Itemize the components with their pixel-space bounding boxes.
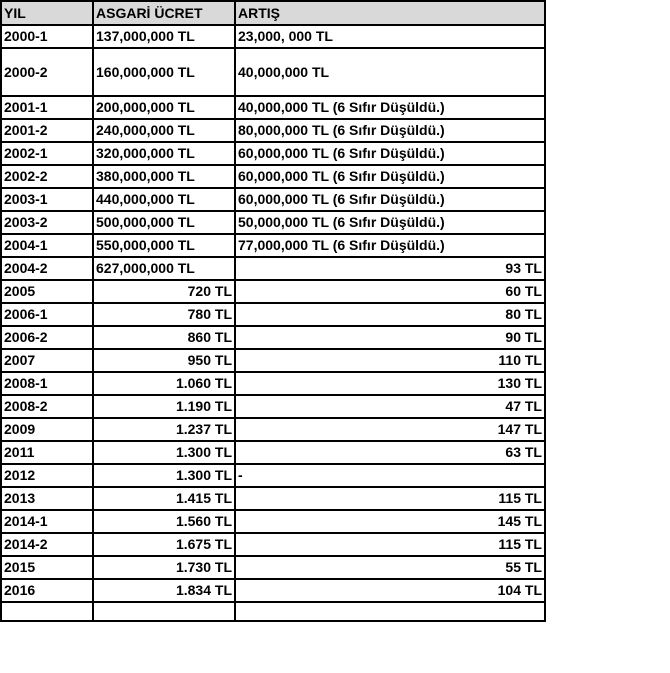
table-row: [1, 556, 545, 579]
cell-year: 2006-1: [1, 303, 93, 326]
table-row: [1, 441, 545, 464]
cell-increase: 104 TL: [235, 579, 545, 602]
table-row: [1, 165, 545, 188]
cell-increase: 40,000,000 TL (6 Sıfır Düşüldü.): [235, 96, 545, 119]
cell-year: 2008-2: [1, 395, 93, 418]
cell-minimum-wage: 1.730 TL: [93, 556, 235, 579]
cell-increase: 60,000,000 TL (6 Sıfır Düşüldü.): [235, 165, 545, 188]
table-row: [1, 234, 545, 257]
cell-minimum-wage: 200,000,000 TL: [93, 96, 235, 119]
header-row: [1, 1, 545, 25]
cell-increase: 110 TL: [235, 349, 545, 372]
header-increase: ARTIŞ: [235, 1, 545, 25]
cell-year: 2008-1: [1, 372, 93, 395]
empty-cell: [1, 602, 93, 621]
cell-year: 2016: [1, 579, 93, 602]
header-minimum-wage: ASGARİ ÜCRET: [93, 1, 235, 25]
cell-year: 2004-1: [1, 234, 93, 257]
cell-minimum-wage: 1.190 TL: [93, 395, 235, 418]
table-row: [1, 119, 545, 142]
table-row: [1, 142, 545, 165]
table-row: [1, 211, 545, 234]
cell-minimum-wage: 160,000,000 TL: [93, 48, 235, 96]
cell-minimum-wage: 240,000,000 TL: [93, 119, 235, 142]
cell-minimum-wage: 950 TL: [93, 349, 235, 372]
cell-year: 2012: [1, 464, 93, 487]
cell-year: 2002-1: [1, 142, 93, 165]
cell-increase: 147 TL: [235, 418, 545, 441]
table-row: [1, 188, 545, 211]
table-body: [1, 25, 545, 621]
cell-year: 2000-1: [1, 25, 93, 48]
table-row: [1, 280, 545, 303]
table-row: [1, 418, 545, 441]
cell-year: 2003-2: [1, 211, 93, 234]
cell-increase: 60 TL: [235, 280, 545, 303]
cell-minimum-wage: 860 TL: [93, 326, 235, 349]
cell-year: 2015: [1, 556, 93, 579]
cell-year: 2011: [1, 441, 93, 464]
cell-increase: 40,000,000 TL: [235, 48, 545, 96]
table-row: [1, 533, 545, 556]
cell-minimum-wage: 780 TL: [93, 303, 235, 326]
empty-row: [1, 602, 545, 621]
cell-increase: 47 TL: [235, 395, 545, 418]
table-row: [1, 326, 545, 349]
cell-increase: 145 TL: [235, 510, 545, 533]
cell-year: 2001-1: [1, 96, 93, 119]
cell-year: 2000-2: [1, 48, 93, 96]
cell-increase: 93 TL: [235, 257, 545, 280]
cell-year: 2013: [1, 487, 93, 510]
cell-minimum-wage: 500,000,000 TL: [93, 211, 235, 234]
cell-minimum-wage: 720 TL: [93, 280, 235, 303]
cell-minimum-wage: 1.560 TL: [93, 510, 235, 533]
table-row: [1, 349, 545, 372]
table-header: [1, 1, 545, 25]
empty-cell: [93, 602, 235, 621]
table-row: [1, 510, 545, 533]
cell-year: 2009: [1, 418, 93, 441]
empty-cell: [235, 602, 545, 621]
table-row: [1, 257, 545, 280]
cell-minimum-wage: 1.237 TL: [93, 418, 235, 441]
cell-year: 2004-2: [1, 257, 93, 280]
table-row: [1, 395, 545, 418]
table-row: [1, 48, 545, 96]
table-row: [1, 464, 545, 487]
cell-year: 2002-2: [1, 165, 93, 188]
cell-year: 2003-1: [1, 188, 93, 211]
cell-minimum-wage: 137,000,000 TL: [93, 25, 235, 48]
table-row: [1, 25, 545, 48]
cell-minimum-wage: 1.415 TL: [93, 487, 235, 510]
cell-increase: 60,000,000 TL (6 Sıfır Düşüldü.): [235, 188, 545, 211]
cell-minimum-wage: 320,000,000 TL: [93, 142, 235, 165]
cell-minimum-wage: 1.060 TL: [93, 372, 235, 395]
cell-increase: -: [235, 464, 545, 487]
cell-increase: 90 TL: [235, 326, 545, 349]
cell-increase: 80,000,000 TL (6 Sıfır Düşüldü.): [235, 119, 545, 142]
cell-increase: 63 TL: [235, 441, 545, 464]
cell-year: 2014-1: [1, 510, 93, 533]
cell-increase: 115 TL: [235, 533, 545, 556]
table-row: [1, 372, 545, 395]
cell-increase: 115 TL: [235, 487, 545, 510]
header-year: YIL: [1, 1, 93, 25]
cell-year: 2014-2: [1, 533, 93, 556]
cell-minimum-wage: 380,000,000 TL: [93, 165, 235, 188]
cell-minimum-wage: 1.300 TL: [93, 441, 235, 464]
cell-minimum-wage: 627,000,000 TL: [93, 257, 235, 280]
table-row: [1, 96, 545, 119]
cell-increase: 80 TL: [235, 303, 545, 326]
table-row: [1, 487, 545, 510]
cell-increase: 130 TL: [235, 372, 545, 395]
table-row: [1, 579, 545, 602]
table-row: [1, 303, 545, 326]
cell-year: 2007: [1, 349, 93, 372]
cell-minimum-wage: 440,000,000 TL: [93, 188, 235, 211]
cell-increase: 77,000,000 TL (6 Sıfır Düşüldü.): [235, 234, 545, 257]
cell-minimum-wage: 1.675 TL: [93, 533, 235, 556]
cell-minimum-wage: 1.300 TL: [93, 464, 235, 487]
cell-year: 2001-2: [1, 119, 93, 142]
cell-minimum-wage: 550,000,000 TL: [93, 234, 235, 257]
cell-minimum-wage: 1.834 TL: [93, 579, 235, 602]
cell-increase: 60,000,000 TL (6 Sıfır Düşüldü.): [235, 142, 545, 165]
cell-year: 2006-2: [1, 326, 93, 349]
cell-increase: 55 TL: [235, 556, 545, 579]
cell-year: 2005: [1, 280, 93, 303]
cell-increase: 50,000,000 TL (6 Sıfır Düşüldü.): [235, 211, 545, 234]
cell-increase: 23,000, 000 TL: [235, 25, 545, 48]
